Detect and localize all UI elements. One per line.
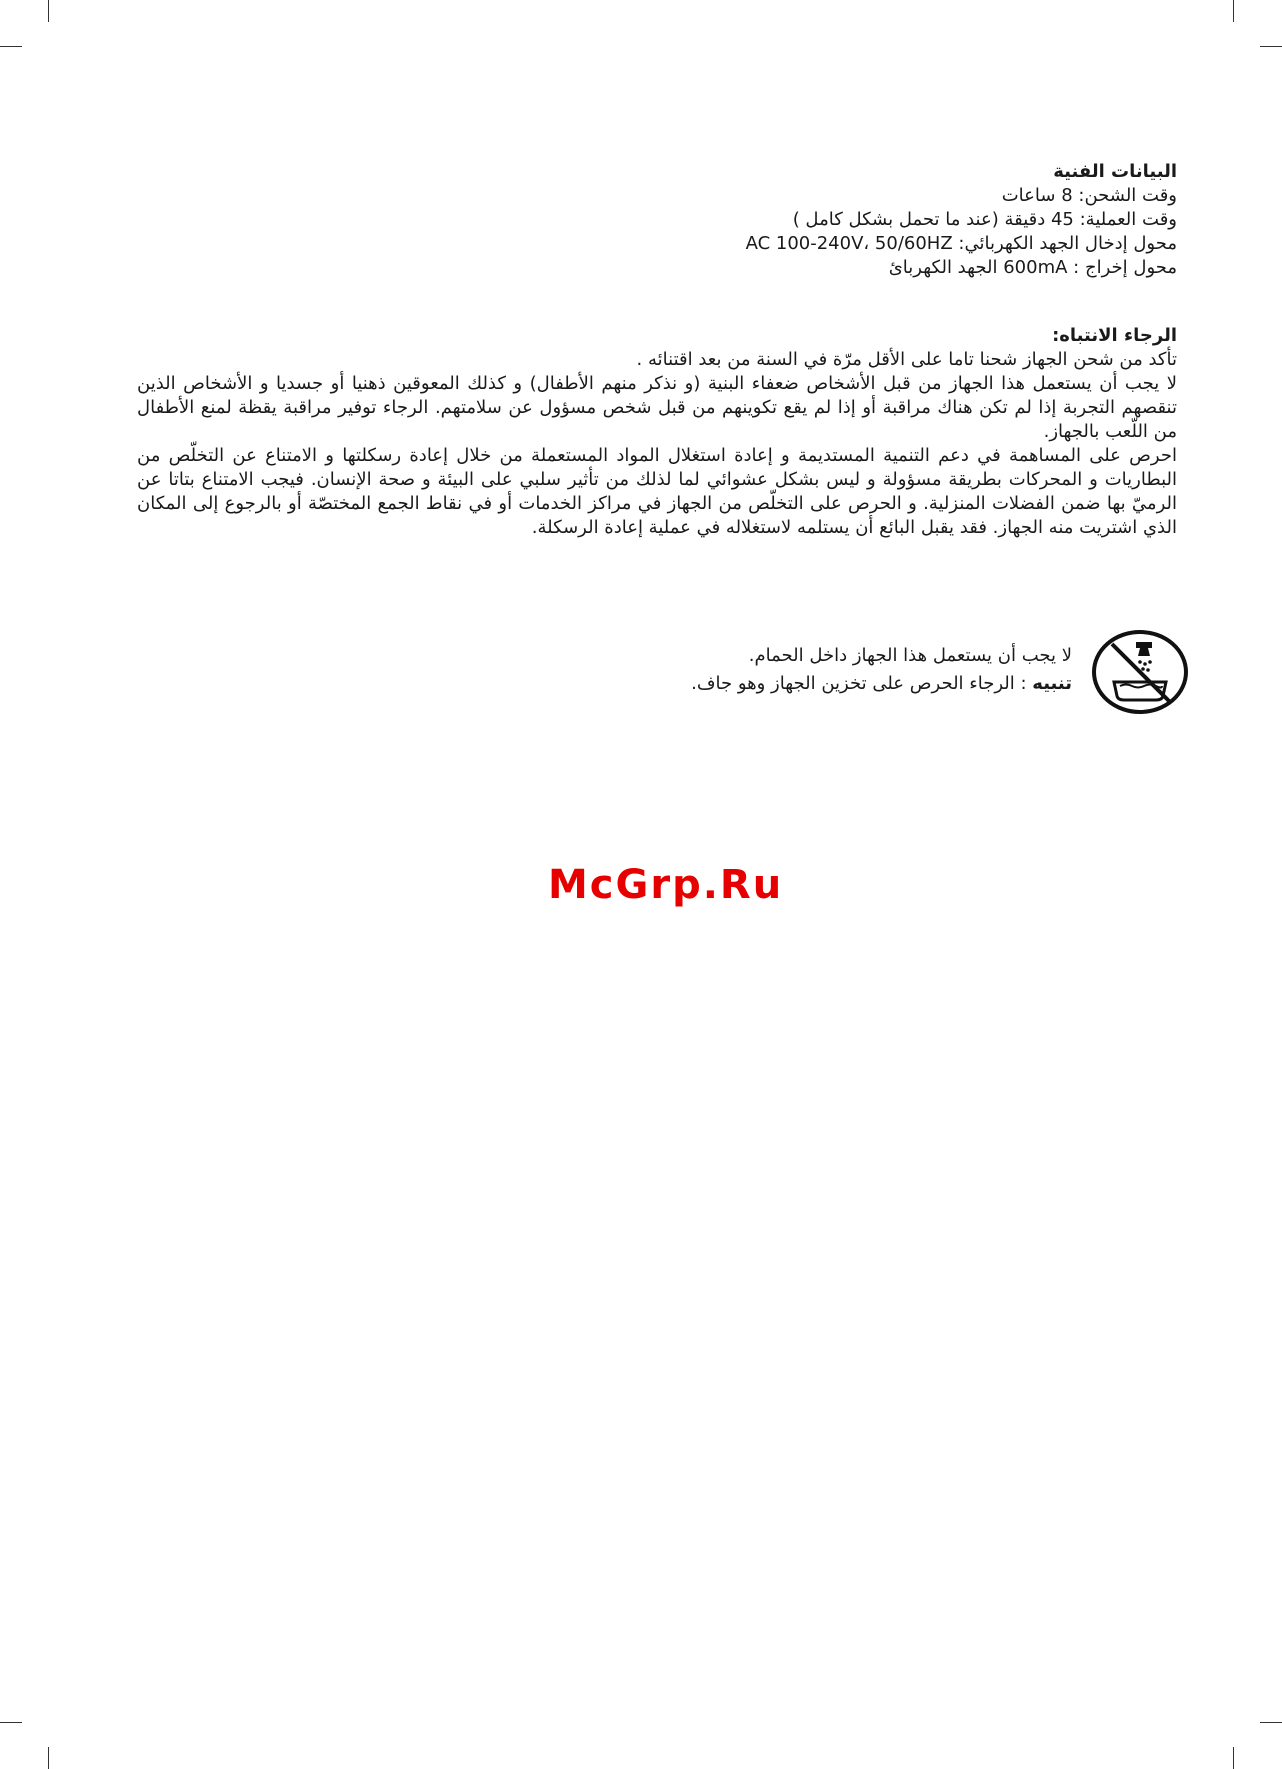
specs-heading: البيانات الفنية [1053, 161, 1177, 182]
watermark: McGrp.Ru [548, 862, 784, 908]
caution-label: تنبيه [1032, 673, 1072, 694]
no-bathroom-use-icon [1090, 628, 1190, 716]
crop-mark [48, 1747, 49, 1769]
crop-mark [48, 0, 49, 22]
crop-mark [1233, 0, 1234, 22]
spec-operation-time: وقت العملية: 45 دقيقة (عند ما تحمل بشكل كامل ) [792, 209, 1177, 230]
bathroom-notice [490, 628, 1190, 718]
spec-charge-time: وقت الشحن: 8 ساعات [1001, 185, 1177, 206]
crop-mark [0, 46, 22, 47]
bathroom-notice-text [691, 642, 1072, 698]
crop-mark [1233, 1747, 1234, 1769]
technical-specs [137, 160, 1177, 280]
spec-output: محول إخراج : 600mA الجهد الكهربائ [888, 257, 1177, 278]
warning-paragraph: احرص على المساهمة في دعم التنمية المستديمة و إعادة استغلال المواد المستعملة من خلال إعادة رسكلتها و الامتناع عن التخلّص من البطاريات و المحركات بطريقة مسؤولة و ليس بشكل عشوائي لما لذلك من تأثير سلبي على البيئة و صحة الإنسان. فيجب الامتناع بتاتا عن الرميّ بها ضمن الفضلات المنزلية. و الحرص على التخلّص من الجهاز في مراكز الخدمات أو في نقاط الجمع المختصّة أو بالرجوع إلى المكان الذي اشتريت منه الجهاز. فقد يقبل البائع أن يستلمه لاستغلاله في عملية إعادة الرسكلة. [137, 445, 1177, 538]
warning-paragraph: تأكد من شحن الجهاز شحنا تاما على الأقل مرّة في السنة من بعد اقتنائه . [636, 349, 1177, 370]
warning-heading: الرجاء الانتباه: [1052, 325, 1177, 346]
crop-mark [1260, 46, 1282, 47]
warning-paragraph: لا يجب أن يستعمل هذا الجهاز من قبل الأشخاص ضعفاء البنية (و نذكر منهم الأطفال) و كذلك المعوقين ذهنيا أو جسديا و الأشخاص الذين تنقصهم التجربة إذا لم تكن هناك مراقبة أو إذا لم يقع تكوينهم من قبل شخص مسؤول عن سلامتهم. الرجاء توفير مراقبة يقظة لمنع الأطفال من اللّعب بالجهاز. [137, 373, 1177, 442]
crop-mark [1260, 1722, 1282, 1723]
warning-section [137, 324, 1177, 540]
caution-line [691, 670, 1072, 698]
caution-text: : الرجاء الحرص على تخزين الجهاز وهو جاف. [691, 673, 1033, 694]
bathroom-warning-line: لا يجب أن يستعمل هذا الجهاز داخل الحمام. [748, 645, 1072, 666]
crop-mark [0, 1722, 22, 1723]
spec-input-voltage: محول إدخال الجهد الكهربائي: AC 100-240V، 50/60HZ [745, 233, 1177, 254]
